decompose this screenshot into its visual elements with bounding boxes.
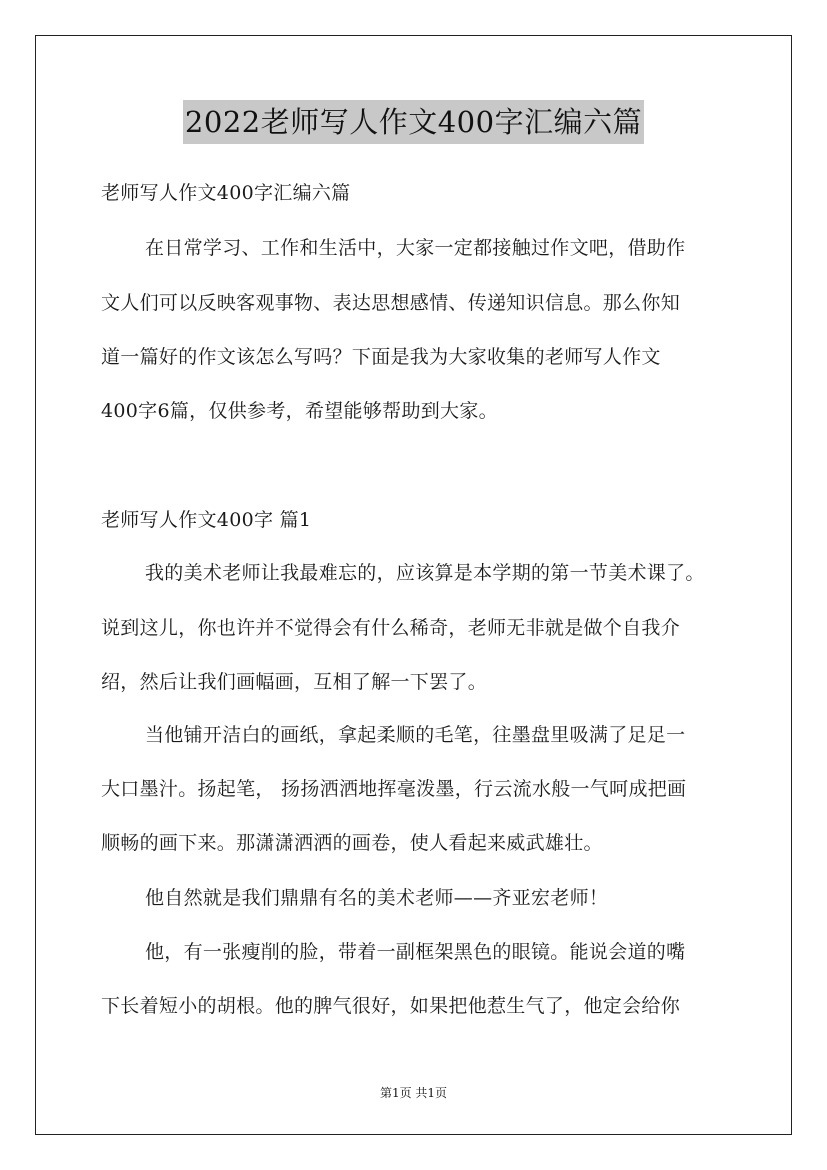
document-subtitle: 老师写人作文400字汇编六篇	[101, 182, 351, 204]
intro-line: 在日常学习、工作和生活中，大家一定都接触过作文吧，借助作	[145, 237, 686, 259]
paragraph-line: 他自然就是我们鼎鼎有名的美术老师——齐亚宏老师！	[145, 887, 609, 909]
intro-line: 400字6篇，仅供参考，希望能够帮助到大家。	[101, 400, 498, 422]
title-container	[0, 100, 827, 144]
paragraph-line: 他，有一张瘦削的脸，带着一副框架黑色的眼镜。能说会道的嘴	[145, 941, 686, 963]
paragraph-line: 说到这儿，你也许并不觉得会有什么稀奇，老师无非就是做个自我介	[101, 617, 681, 639]
intro-line: 文人们可以反映客观事物、表达思想感情、传递知识信息。那么你知	[101, 292, 681, 314]
paragraph-line: 顺畅的画下来。那潇潇洒洒的画卷，使人看起来威武雄壮。	[101, 832, 603, 854]
paragraph-line: 大口墨汁。扬起笔， 扬扬洒洒地挥毫泼墨，行云流水般一气呵成把画	[101, 778, 687, 800]
paragraph-line: 绍，然后让我们画幅画，互相了解一下罢了。	[101, 671, 488, 693]
paragraph-line: 我的美术老师让我最难忘的，应该算是本学期的第一节美术课了。	[145, 562, 705, 584]
page-number-footer: 第1页 共1页	[379, 1086, 448, 1100]
paragraph-line: 当他铺开洁白的画纸，拿起柔顺的毛笔，往墨盘里吸满了足足一	[145, 724, 686, 746]
intro-line: 道一篇好的作文该怎么写吗？下面是我为大家收集的老师写人作文	[101, 346, 661, 368]
document-title: 2022老师写人作文400字汇编六篇	[183, 100, 644, 144]
section-heading: 老师写人作文400字 篇1	[101, 509, 312, 531]
paragraph-line: 下长着短小的胡根。他的脾气很好，如果把他惹生气了，他定会给你	[101, 995, 681, 1017]
